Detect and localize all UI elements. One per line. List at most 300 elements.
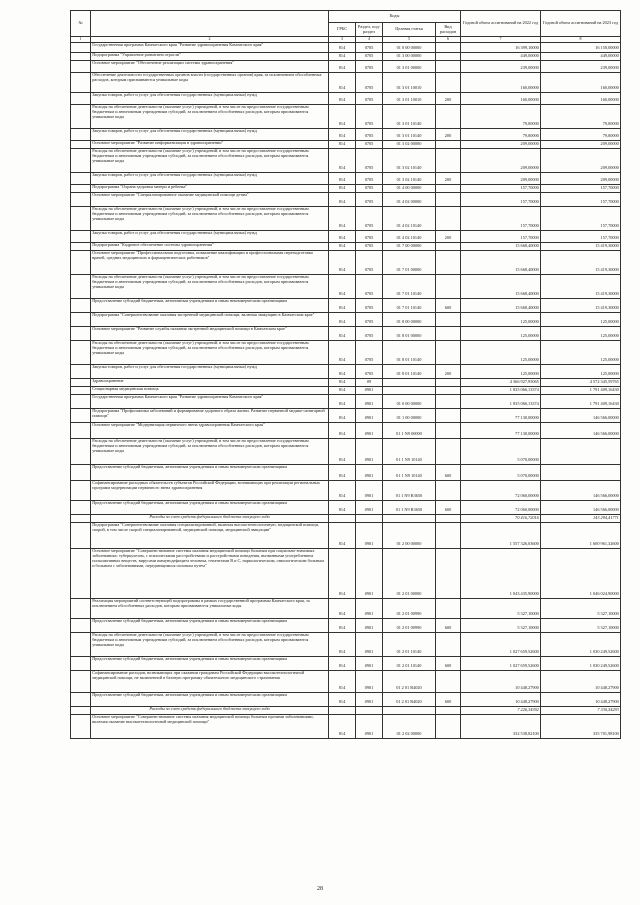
row-expense-type: [436, 192, 461, 206]
index-cell: 5: [383, 37, 436, 43]
row-grbs: 814: [329, 192, 356, 206]
row-num: [71, 60, 91, 72]
row-amount-2022: 77 130,00000: [461, 408, 541, 422]
row-amount-2023: 5 327,10000: [541, 598, 621, 618]
row-num: [71, 422, 91, 438]
row-amount-2023: 16 150,00000: [541, 42, 621, 52]
row-target-article: 01 3 01 10010: [383, 72, 436, 92]
row-amount-2023: 1 030 249,52600: [541, 632, 621, 656]
row-target-article: 01 8 01 10140: [383, 340, 436, 364]
row-razdel: 0705: [356, 206, 383, 230]
row-target-article: 01 7 00 00000: [383, 242, 436, 250]
row-amount-2022: 79,00000: [461, 128, 541, 140]
table-row: [71, 242, 621, 250]
row-num: [71, 714, 91, 738]
row-razdel: 0705: [356, 312, 383, 326]
row-razdel: 0901: [356, 464, 383, 480]
row-razdel: 0705: [356, 242, 383, 250]
page-number: 28: [317, 886, 323, 892]
table-row: [71, 422, 621, 438]
row-name: Предоставление субсидий бюджетным, автономным учреждениям и иным некоммерческим организациям: [91, 298, 329, 312]
table-row: [71, 692, 621, 706]
row-razdel: 0901: [356, 598, 383, 618]
table-row: [71, 480, 621, 500]
row-razdel: [356, 514, 383, 522]
row-amount-2023: 160,00000: [541, 72, 621, 92]
row-target-article: 01 7 01 10140: [383, 298, 436, 312]
row-target-article: 01 1 N9 R3650: [383, 500, 436, 514]
index-cell: 6: [436, 37, 461, 43]
row-grbs: 814: [329, 206, 356, 230]
row-amount-2022: 4 366 927,95065: [461, 378, 541, 386]
row-target-article: 01 2 02 00000: [383, 714, 436, 738]
row-amount-2022: 16 399,10000: [461, 42, 541, 52]
row-name: Предоставление субсидий бюджетным, автономным учреждениям и иным некоммерческим организациям: [91, 464, 329, 480]
row-grbs: 814: [329, 340, 356, 364]
row-amount-2022: 10 448,27900: [461, 670, 541, 692]
row-razdel: 0705: [356, 128, 383, 140]
row-target-article: 01 2 01 10140: [383, 656, 436, 670]
table-row: [71, 230, 621, 242]
row-amount-2023: 1 791 409,16430: [541, 386, 621, 394]
row-amount-2023: 125,00000: [541, 364, 621, 378]
row-amount-2023: 125,00000: [541, 340, 621, 364]
row-razdel: 0705: [356, 184, 383, 192]
row-name: Софинансирование расходных обязательств субъектов Российской Федерации, возникающих при реализации региональных программ модернизации первичного звена здравоохранения: [91, 480, 329, 500]
table-row: [71, 500, 621, 514]
row-num: [71, 172, 91, 184]
table-row: [71, 192, 621, 206]
row-name: Здравоохранение: [91, 378, 329, 386]
row-name: Основное мероприятие "Модернизация первичного звена здравоохранения Камчатского края": [91, 422, 329, 438]
row-expense-type: 200: [436, 128, 461, 140]
row-expense-type: [436, 52, 461, 60]
row-amount-2023: 209,00000: [541, 148, 621, 172]
row-amount-2023: 15 419,30000: [541, 274, 621, 298]
row-razdel: 0705: [356, 172, 383, 184]
row-amount-2022: 125,00000: [461, 364, 541, 378]
row-grbs: 814: [329, 230, 356, 242]
row-expense-type: [436, 312, 461, 326]
row-amount-2022: 1 835 066,13374: [461, 394, 541, 408]
row-razdel: 0901: [356, 394, 383, 408]
table-row: [71, 514, 621, 522]
row-amount-2022: 15 668,40000: [461, 274, 541, 298]
row-name: Предоставление субсидий бюджетным, автономным учреждениям и иным некоммерческим организациям: [91, 500, 329, 514]
row-num: [71, 706, 91, 714]
row-razdel: 0705: [356, 52, 383, 60]
row-name: Основное мероприятие "Совершенствование системы оказания медицинской помощи больным прочими заболеваниями, включая оказание высокотехнологичной медицинской помощи": [91, 714, 329, 738]
row-razdel: 0705: [356, 42, 383, 52]
row-grbs: 814: [329, 140, 356, 148]
row-name: Обеспечение деятельности государственных органов власти (государственных органов) края, за исключением обособленных расходов, которым присваиваются уникальные коды: [91, 72, 329, 92]
row-name: Софинансирование расходов, возникающих при оказании гражданам Российской Федерации высокотехнологичной медицинской помощи, не включенной в базовую программу обязательного медицинского страхования: [91, 670, 329, 692]
header-expense-type: Вид расходов: [436, 23, 461, 37]
row-name: Расходы на обеспечение деятельности (оказание услуг) учреждений, в том числе на предоставление государственным бюджетным и автономным учреждениям субсидий, за исключением обособленных расходов, которым присваиваются уникальные коды: [91, 206, 329, 230]
row-target-article: [383, 514, 436, 522]
row-amount-2022: 1 027 659,52600: [461, 656, 541, 670]
row-expense-type: [436, 274, 461, 298]
row-grbs: 814: [329, 326, 356, 340]
row-name: Расходы за счет средств федерального бюджета текущего года: [91, 514, 329, 522]
row-amount-2023: 4 572 345,59765: [541, 378, 621, 386]
row-razdel: 0901: [356, 632, 383, 656]
row-grbs: 814: [329, 60, 356, 72]
row-amount-2022: 1 027 659,52600: [461, 632, 541, 656]
row-amount-2023: 157,70000: [541, 192, 621, 206]
row-num: [71, 298, 91, 312]
table-row: [71, 298, 621, 312]
row-expense-type: [436, 422, 461, 438]
row-amount-2022: 72 060,00000: [461, 480, 541, 500]
row-razdel: 0705: [356, 230, 383, 242]
row-name: Расходы на обеспечение деятельности (оказание услуг) учреждений, в том числе на предоставление государственным бюджетным и автономным учреждениям субсидий, за исключением обособленных расходов, которым присваиваются уникальные коды: [91, 340, 329, 364]
row-amount-2022: 209,00000: [461, 172, 541, 184]
row-expense-type: 600: [436, 500, 461, 514]
row-amount-2023: 10 448,27900: [541, 692, 621, 706]
row-grbs: 814: [329, 104, 356, 128]
table-row: [71, 706, 621, 714]
row-amount-2023: 1 600 961,32600: [541, 522, 621, 548]
table-row: [71, 206, 621, 230]
row-grbs: 814: [329, 500, 356, 514]
header-grbs: ГРБС: [329, 23, 356, 37]
row-target-article: 01 1 00 00000: [383, 408, 436, 422]
row-expense-type: 200: [436, 172, 461, 184]
row-amount-2023: 157,70000: [541, 230, 621, 242]
row-amount-2023: 15 419,30000: [541, 242, 621, 250]
row-num: [71, 192, 91, 206]
row-amount-2023: 79,00000: [541, 128, 621, 140]
row-num: [71, 522, 91, 548]
row-amount-2023: 5 327,10000: [541, 618, 621, 632]
row-target-article: 01 2 01 R4020: [383, 670, 436, 692]
row-razdel: 0705: [356, 60, 383, 72]
row-target-article: 01 2 01 10140: [383, 632, 436, 656]
row-num: [71, 394, 91, 408]
row-grbs: 814: [329, 522, 356, 548]
row-target-article: 01 3 01 10140: [383, 104, 436, 128]
table-row: [71, 656, 621, 670]
row-target-article: 01 3 00 00000: [383, 52, 436, 60]
row-name: Основное мероприятие "Совершенствование системы оказания медицинской помощи больным при социально-значимых заболеваниях: туберкулезом, с психическими расстройствами и расстройствами поведения, вызванными употреблением психоактивных веществ, вирусами иммунодефицита человека, гепатитами В и С, наркологическим, онкологическим больным и больным с заболеваниями, передающимися половым путем": [91, 548, 329, 598]
row-name: Основное мероприятие "Развитие информатизации в здравоохранении": [91, 140, 329, 148]
header-year-2022: Годовой объем ассигнований на 2022 год: [461, 11, 541, 37]
row-num: [71, 386, 91, 394]
row-grbs: 814: [329, 632, 356, 656]
row-expense-type: [436, 480, 461, 500]
row-grbs: 814: [329, 128, 356, 140]
table-row: [71, 52, 621, 60]
row-name: Закупка товаров, работ и услуг для обеспечения государственных (муниципальных) нужд: [91, 92, 329, 104]
row-amount-2022: 157,70000: [461, 192, 541, 206]
row-grbs: 814: [329, 422, 356, 438]
row-amount-2023: 15 419,30000: [541, 298, 621, 312]
row-num: [71, 92, 91, 104]
row-num: [71, 326, 91, 340]
table-row: [71, 60, 621, 72]
row-expense-type: [436, 394, 461, 408]
row-amount-2023: [541, 438, 621, 464]
row-razdel: 0705: [356, 192, 383, 206]
table-row: [71, 340, 621, 364]
row-num: [71, 670, 91, 692]
row-name: Закупка товаров, работ и услуг для обеспечения государственных (муниципальных) нужд: [91, 128, 329, 140]
row-name: Расходы на обеспечение деятельности (оказание услуг) учреждений, в том числе на предоставление государственным бюджетным и автономным учреждениям субсидий, за исключением обособленных расходов, которым присваиваются уникальные коды: [91, 632, 329, 656]
row-razdel: 0705: [356, 340, 383, 364]
row-amount-2022: 5 327,10000: [461, 598, 541, 618]
row-target-article: [383, 706, 436, 714]
row-name: Подпрограмма "Охрана здоровья матери и ребенка": [91, 184, 329, 192]
row-amount-2022: 209,00000: [461, 140, 541, 148]
row-grbs: 814: [329, 274, 356, 298]
row-grbs: 814: [329, 598, 356, 618]
row-amount-2022: 125,00000: [461, 326, 541, 340]
row-amount-2022: 15 668,40000: [461, 242, 541, 250]
row-expense-type: 200: [436, 92, 461, 104]
row-grbs: 814: [329, 480, 356, 500]
row-target-article: 01 8 01 00000: [383, 326, 436, 340]
row-target-article: [383, 378, 436, 386]
row-grbs: 814: [329, 52, 356, 60]
row-num: [71, 438, 91, 464]
row-num: [71, 230, 91, 242]
row-amount-2022: 5 070,00000: [461, 464, 541, 480]
row-grbs: [329, 706, 356, 714]
row-name: Расходы на обеспечение деятельности (оказание услуг) учреждений, в том числе на предоставление государственным бюджетным и автономным учреждениям субсидий, за исключением обособленных расходов, которым присваиваются уникальные коды: [91, 148, 329, 172]
row-razdel: 0901: [356, 670, 383, 692]
row-num: [71, 274, 91, 298]
row-name: Основное мероприятие "Развитие службы оказания экстренной медицинской помощи в Камчатском крае": [91, 326, 329, 340]
table-row: [71, 522, 621, 548]
row-name: Закупка товаров, работ и услуг для обеспечения государственных (муниципальных) нужд: [91, 172, 329, 184]
row-grbs: 814: [329, 298, 356, 312]
row-name: Государственная программа Камчатского края "Развитие здравоохранения Камчатского края": [91, 42, 329, 52]
row-expense-type: 600: [436, 692, 461, 706]
row-amount-2022: 5 327,10000: [461, 618, 541, 632]
row-razdel: 09: [356, 378, 383, 386]
row-name: Расходы на обеспечение деятельности (оказание услуг) учреждений, в том числе на предоставление государственным бюджетным и автономным учреждениям субсидий, за исключением обособленных расходов, которым присваиваются уникальные коды: [91, 438, 329, 464]
row-expense-type: [436, 340, 461, 364]
table-row: [71, 394, 621, 408]
row-grbs: 814: [329, 394, 356, 408]
row-expense-type: [436, 140, 461, 148]
row-razdel: 0705: [356, 104, 383, 128]
row-amount-2023: [541, 464, 621, 480]
row-razdel: 0901: [356, 618, 383, 632]
table-row: [71, 464, 621, 480]
row-num: [71, 128, 91, 140]
row-grbs: 814: [329, 438, 356, 464]
row-target-article: 01 1 N9 10140: [383, 464, 436, 480]
row-grbs: 814: [329, 670, 356, 692]
row-grbs: 814: [329, 42, 356, 52]
row-razdel: 0901: [356, 500, 383, 514]
row-grbs: 814: [329, 408, 356, 422]
row-razdel: 0901: [356, 422, 383, 438]
row-name: Расходы за счет средств федерального бюджета текущего года: [91, 706, 329, 714]
row-expense-type: [436, 408, 461, 422]
row-razdel: 0705: [356, 298, 383, 312]
row-expense-type: [436, 72, 461, 92]
row-amount-2023: 209,00000: [541, 140, 621, 148]
index-cell: 4: [356, 37, 383, 43]
row-razdel: 0705: [356, 250, 383, 274]
row-num: [71, 250, 91, 274]
table-row: [71, 438, 621, 464]
row-grbs: 814: [329, 464, 356, 480]
row-expense-type: [436, 706, 461, 714]
row-num: [71, 408, 91, 422]
row-amount-2022: 157,70000: [461, 206, 541, 230]
row-expense-type: [436, 714, 461, 738]
row-target-article: 01 2 00 00000: [383, 522, 436, 548]
table-row: [71, 364, 621, 378]
row-num: [71, 72, 91, 92]
row-amount-2023: 146 566,00000: [541, 500, 621, 514]
row-amount-2022: 160,00000: [461, 72, 541, 92]
row-razdel: 0705: [356, 140, 383, 148]
row-expense-type: [436, 386, 461, 394]
row-name: Предоставление субсидий бюджетным, автономным учреждениям и иным некоммерческим организациям: [91, 656, 329, 670]
row-amount-2023: 146 566,00000: [541, 422, 621, 438]
row-target-article: 01 7 01 00000: [383, 250, 436, 274]
table-row: [71, 72, 621, 92]
table-row: [71, 104, 621, 128]
row-expense-type: 600: [436, 464, 461, 480]
row-expense-type: [436, 522, 461, 548]
row-amount-2022: 70 416,72016: [461, 514, 541, 522]
table-row: [71, 172, 621, 184]
row-razdel: 0705: [356, 364, 383, 378]
row-name: Расходы на обеспечение деятельности (оказание услуг) учреждений, в том числе на предоставление государственным бюджетным и автономным учреждениям субсидий, за исключением обособленных расходов, которым присваиваются уникальные коды: [91, 274, 329, 298]
table-row: [71, 42, 621, 52]
row-amount-2022: 79,00000: [461, 104, 541, 128]
row-expense-type: [436, 42, 461, 52]
row-razdel: 0901: [356, 386, 383, 394]
table-row: [71, 274, 621, 298]
row-amount-2022: 5 070,00000: [461, 438, 541, 464]
row-target-article: 01 2 01 00990: [383, 598, 436, 618]
table-body: [71, 42, 621, 738]
row-expense-type: 600: [436, 298, 461, 312]
row-amount-2022: 157,70000: [461, 184, 541, 192]
table-row: [71, 386, 621, 394]
row-grbs: 814: [329, 92, 356, 104]
row-grbs: [329, 514, 356, 522]
row-grbs: 814: [329, 172, 356, 184]
row-name: Предоставление субсидий бюджетным, автономным учреждениям и иным некоммерческим организациям: [91, 618, 329, 632]
table-row: [71, 140, 621, 148]
row-num: [71, 514, 91, 522]
table-row: [71, 128, 621, 140]
row-expense-type: [436, 148, 461, 172]
table-row: [71, 548, 621, 598]
row-expense-type: [436, 242, 461, 250]
row-razdel: 0901: [356, 438, 383, 464]
row-name: Подпрограмма "Управление развитием отрасли": [91, 52, 329, 60]
row-amount-2023: 146 566,00000: [541, 480, 621, 500]
row-grbs: 814: [329, 656, 356, 670]
row-name: Стационарная медицинская помощь: [91, 386, 329, 394]
row-expense-type: [436, 104, 461, 128]
row-expense-type: [436, 250, 461, 274]
row-target-article: [383, 386, 436, 394]
row-num: [71, 206, 91, 230]
row-razdel: 0901: [356, 480, 383, 500]
row-grbs: 814: [329, 250, 356, 274]
row-grbs: 814: [329, 378, 356, 386]
row-razdel: 0901: [356, 408, 383, 422]
table-row: [71, 184, 621, 192]
row-num: [71, 632, 91, 656]
row-num: [71, 140, 91, 148]
row-amount-2022: 449,00000: [461, 52, 541, 60]
budget-table: [70, 10, 621, 739]
row-razdel: 0901: [356, 692, 383, 706]
row-grbs: 814: [329, 692, 356, 706]
row-amount-2022: 1 043 435,90000: [461, 548, 541, 598]
row-num: [71, 184, 91, 192]
row-amount-2023: 157,70000: [541, 184, 621, 192]
row-grbs: 814: [329, 548, 356, 598]
row-expense-type: [436, 326, 461, 340]
row-grbs: 814: [329, 618, 356, 632]
row-target-article: 01 2 01 00990: [383, 618, 436, 632]
index-cell: 7: [461, 37, 541, 43]
row-num: [71, 480, 91, 500]
table-row: [71, 714, 621, 738]
row-target-article: 01 1 N9 00000: [383, 422, 436, 438]
row-razdel: 0901: [356, 714, 383, 738]
row-amount-2023: 239,00000: [541, 60, 621, 72]
table-row: [71, 408, 621, 422]
row-amount-2022: 125,00000: [461, 312, 541, 326]
row-target-article: 01 0 00 00000: [383, 42, 436, 52]
row-num: [71, 312, 91, 326]
row-amount-2023: 143 294,41771: [541, 514, 621, 522]
row-grbs: 814: [329, 242, 356, 250]
row-num: [71, 148, 91, 172]
row-name: Основное мероприятие "Обеспечение реализации системы здравоохранения": [91, 60, 329, 72]
row-grbs: 814: [329, 148, 356, 172]
row-target-article: 01 3 01 10010: [383, 92, 436, 104]
row-num: [71, 548, 91, 598]
row-razdel: 0705: [356, 148, 383, 172]
row-amount-2023: 15 419,30000: [541, 250, 621, 274]
header-target-article: Целевая статья: [383, 23, 436, 37]
row-amount-2023: 209,00000: [541, 172, 621, 184]
row-target-article: 01 7 01 10140: [383, 274, 436, 298]
row-target-article: 01 4 02 10140: [383, 230, 436, 242]
index-cell: 1: [71, 37, 91, 43]
row-num: [71, 364, 91, 378]
row-razdel: 0705: [356, 92, 383, 104]
row-target-article: 01 3 02 10140: [383, 172, 436, 184]
row-name: Реализация мероприятий соответствующей подпрограммы в рамках государственной программы Камчатского края, за исключением обособленных расходов, которым присваиваются уникальные коды: [91, 598, 329, 618]
row-target-article: 01 1 N9 R3650: [383, 480, 436, 500]
row-amount-2022: 332 538,82100: [461, 714, 541, 738]
row-grbs: 814: [329, 184, 356, 192]
row-amount-2022: 239,00000: [461, 60, 541, 72]
table-row: [71, 148, 621, 172]
row-name: Основное мероприятие "Профессиональная подготовка, повышение квалификации и профессиональная переподготовка врачей, средних медицинских и фармацевтических работников": [91, 250, 329, 274]
row-name: Подпрограмма "Профилактика заболеваний и формирование здорового образа жизни. Развитие первичной медико-санитарной помощи": [91, 408, 329, 422]
row-amount-2022: 7 226,34392: [461, 706, 541, 714]
row-name: Подпрограмма "Совершенствование оказания специализированной, включая высокотехнологичную, медицинской помощи, скорой, в том числе скорой специализированной, медицинской помощи, медицинской эвакуации": [91, 522, 329, 548]
row-num: [71, 618, 91, 632]
row-razdel: [356, 706, 383, 714]
